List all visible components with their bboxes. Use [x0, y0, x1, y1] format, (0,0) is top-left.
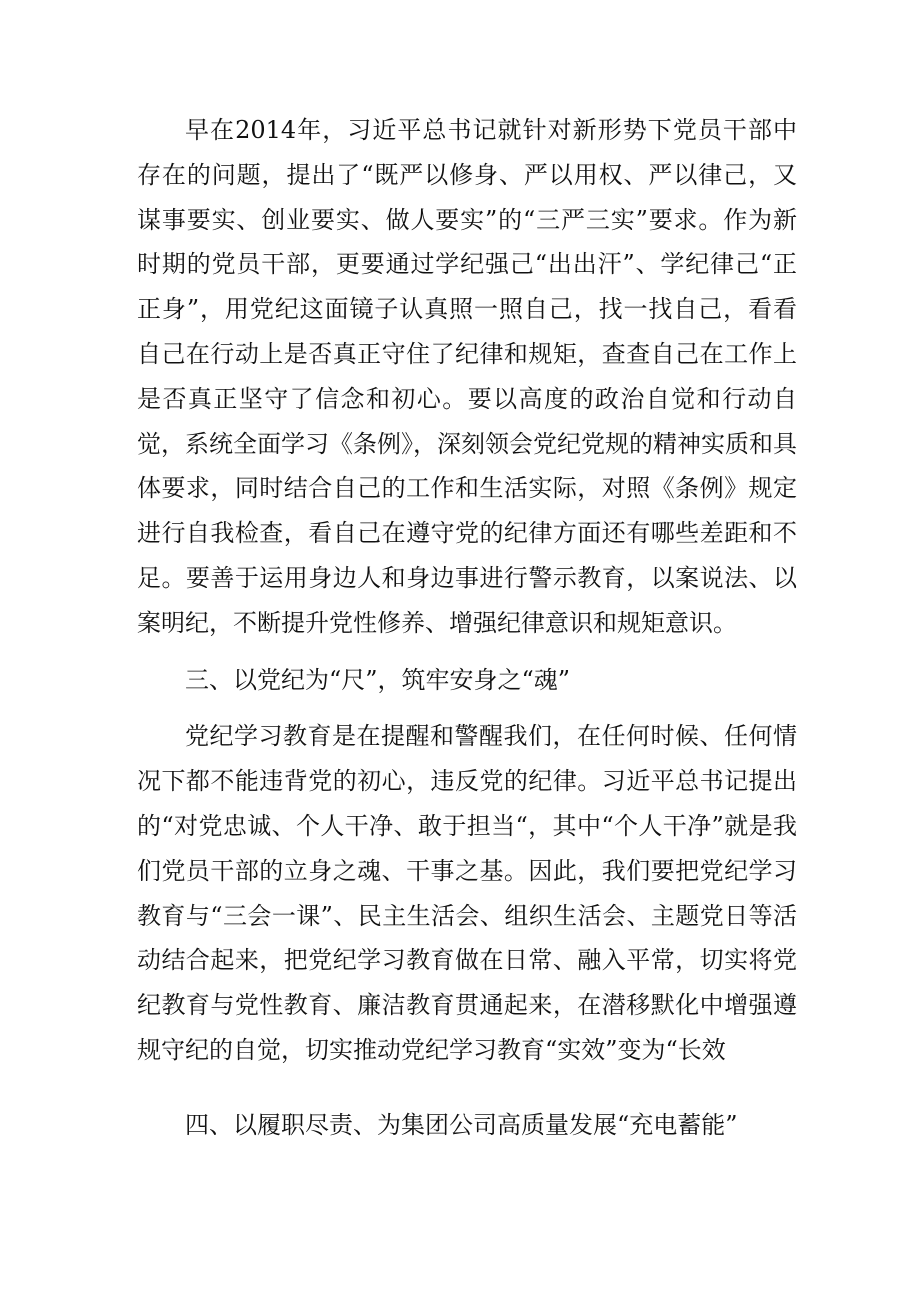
- body-paragraph: 早在2014年，习近平总书记就针对新形势下党员干部中存在的问题，提出了“既严以修身、严以用权、严以律己，又谋事要实、创业要实、做人要实”的“三严三实”要求。作为新时期的党员干部，更要通过学纪强己“出出汗”、学纪律己“正正身”，用党纪这面镜子认真照一照自己，找一找自己，看看自己在行动上是否真正守住了纪律和规矩，查查自己在工作上是否真正坚守了信念和初心。要以高度的政治自觉和行动自觉，系统全面学习《条例》，深刻领会党纪党规的精神实质和具体要求，同时结合自己的工作和生活实际，对照《条例》规定进行自我检查，看自己在遵守党的纪律方面还有哪些差距和不足。要善于运用身边人和身边事进行警示教育，以案说法、以案明纪，不断提升党性修养、增强纪律意识和规矩意识。: [137, 116, 797, 637]
- document-body: [137, 108, 797, 1148]
- body-paragraph: 党纪学习教育是在提醒和警醒我们，在任何时候、任何情况下都不能违背党的初心，违反党的纪律。习近平总书记提出的“对党忠诚、个人干净、敢于担当“，其中“个人干净”就是我们党员干部的立身之魂、干事之基。因此，我们要把党纪学习教育与“三会一课”、民主生活会、组织生活会、主题党日等活动结合起来，把党纪学习教育做在日常、融入平常，切实将党纪教育与党性教育、廉洁教育贯通起来，在潜移默化中增强遵规守纪的自觉，切实推动党纪学习教育“实效”变为“长效: [137, 722, 797, 1064]
- section-heading: 四、以履职尽责、为集团公司高质量发展“充电蓄能”: [185, 1110, 738, 1139]
- section-heading: 三、以党纪为“尺”，筑牢安身之“魂”: [185, 665, 571, 694]
